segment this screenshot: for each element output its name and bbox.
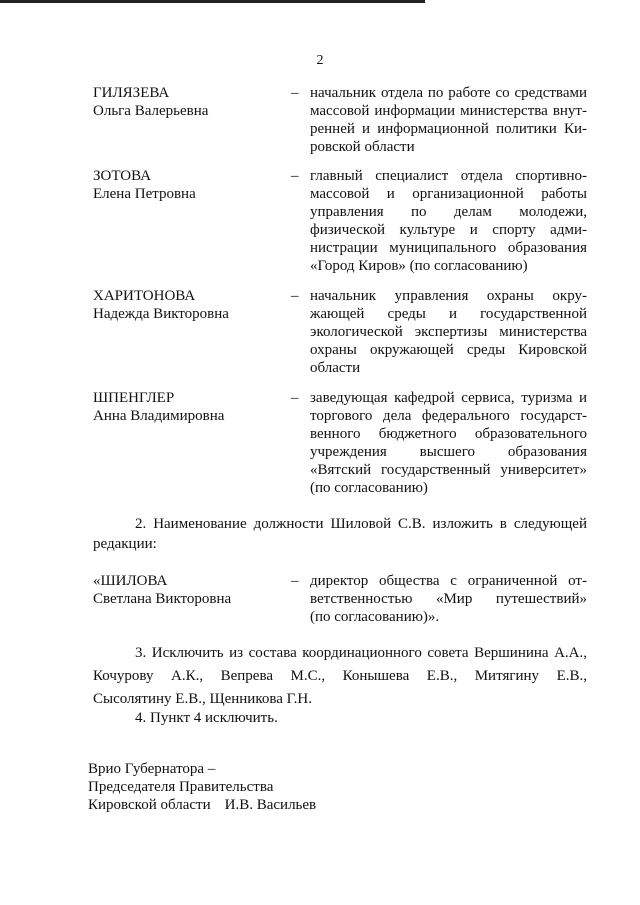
position-line: «Город Киров» (по согласованию) <box>310 258 528 274</box>
position-line: физической культуре и спорту адми- <box>310 222 587 238</box>
item-4-paragraph <box>93 709 587 727</box>
page-number: 2 <box>316 53 324 68</box>
position-line: «Вятский государственный университет» <box>310 462 587 478</box>
person-name <box>93 389 293 425</box>
person-position <box>310 389 587 497</box>
paragraph-line: 4. Пункт 4 исключить. <box>135 710 278 726</box>
signatory-title-line: Врио Губернатора – <box>88 761 216 777</box>
entry-dash: – <box>291 85 299 101</box>
person-entry-gilyazeva <box>93 84 593 174</box>
item-3-paragraph <box>93 642 587 711</box>
person-surname: ГИЛЯЗЕВА <box>93 85 170 101</box>
person-name <box>93 287 293 323</box>
person-surname: ЗОТОВА <box>93 168 152 184</box>
person-name <box>93 167 293 203</box>
signatory-title-line: Председателя Правительства <box>88 779 274 795</box>
position-line: ренней и информационной политики Ки- <box>310 121 587 137</box>
entry-dash: – <box>291 390 299 406</box>
person-surname: ШПЕНГЛЕР <box>93 390 175 406</box>
position-line: торгового дела федерального государст- <box>310 408 587 424</box>
position-line: венного бюджетного образовательного <box>310 426 587 442</box>
person-given-names: Светлана Викторовна <box>93 591 232 607</box>
position-line: массовой информации министерства внут- <box>310 103 587 119</box>
paragraph-line: 2. Наименование должности Шиловой С.В. изложить в следующей <box>135 516 587 532</box>
person-name <box>93 572 293 608</box>
position-line: (по согласованию)». <box>310 609 440 625</box>
paragraph-line: 3. Исключить из состава координационного совета Вершинина А.А., <box>135 645 587 661</box>
signature-block <box>88 760 488 814</box>
position-line: главный специалист отдела спортивно- <box>310 168 587 184</box>
person-surname: «ШИЛОВА <box>93 573 168 589</box>
position-line: начальник управления охраны окру- <box>310 288 587 304</box>
position-line: экологической экспертизы министерства <box>310 324 587 340</box>
person-position <box>310 167 587 275</box>
person-entry-zotova <box>93 167 593 277</box>
person-position <box>310 287 587 377</box>
position-line: управления по делам молодежи, <box>310 204 587 220</box>
entry-dash: – <box>291 573 299 589</box>
person-given-names: Ольга Валерьевна <box>93 103 209 119</box>
position-line: ветственностью «Мир путешествий» <box>310 591 587 607</box>
person-position <box>310 572 587 626</box>
position-line: директор общества с ограниченной от- <box>310 573 587 589</box>
paragraph-line: Сысолятину Е.В., Щенникова Г.Н. <box>93 691 312 707</box>
position-line: нистрации муниципального образования <box>310 240 587 256</box>
person-given-names: Анна Владимировна <box>93 408 225 424</box>
person-position <box>310 84 587 156</box>
entry-dash: – <box>291 168 299 184</box>
person-entry-kharitonova <box>93 287 593 382</box>
position-line: начальник отдела по работе со средствами <box>310 85 587 101</box>
position-line: заведующая кафедрой сервиса, туризма и <box>310 390 587 406</box>
paragraph-line: редакции: <box>93 536 157 552</box>
person-given-names: Елена Петровна <box>93 186 196 202</box>
signatory-title-line: Кировской области <box>88 797 211 813</box>
top-border-line <box>0 0 425 3</box>
position-line: ровской области <box>310 139 415 155</box>
position-line: охраны окружающей среды Кировской <box>310 342 587 358</box>
position-line: массовой и организационной работы <box>310 186 587 202</box>
entry-dash: – <box>291 288 299 304</box>
position-line: жающей среды и государственной <box>310 306 587 322</box>
person-surname: ХАРИТОНОВА <box>93 288 196 304</box>
position-line: (по согласованию) <box>310 480 428 496</box>
person-entry-shilova <box>93 572 593 632</box>
paragraph-line: Кочурову А.К., Вепрева М.С., Конышева Е.В., Митягину Е.В., <box>93 668 587 684</box>
item-2-paragraph <box>93 514 587 554</box>
person-name <box>93 84 293 120</box>
person-entry-shpengler <box>93 389 593 499</box>
signatory-name: И.В. Васильев <box>224 797 317 813</box>
person-given-names: Надежда Викторовна <box>93 306 229 322</box>
position-line: учреждения высшего образования <box>310 444 587 460</box>
position-line: области <box>310 360 361 376</box>
